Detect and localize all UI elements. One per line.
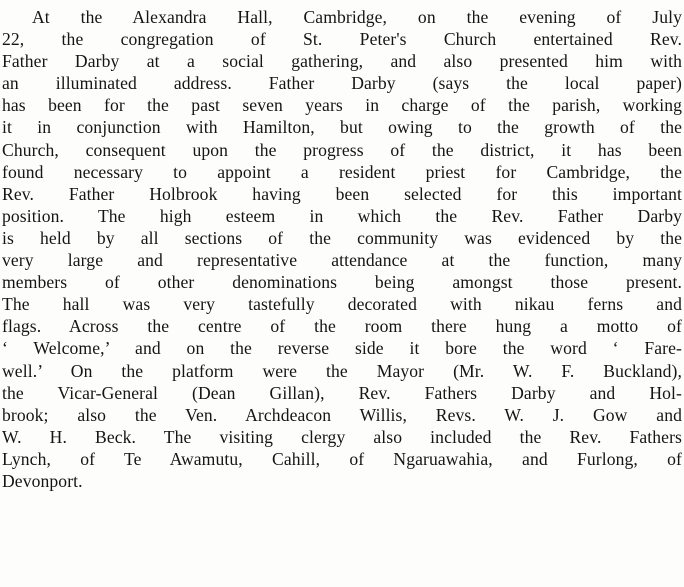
text-line: Lynch, of Te Awamutu, Cahill, of Ngaruawahia, and Furlong, of bbox=[2, 448, 682, 469]
text-line: the Vicar-General (Dean Gillan), Rev. Fathers Darby and Hol- bbox=[2, 382, 682, 403]
text-line: W. H. Beck. The visiting clergy also included the Rev. Fathers bbox=[2, 426, 682, 447]
text-line: 22, the congregation of St. Peter's Church entertained Rev. bbox=[2, 29, 682, 50]
text-line: The hall was very tastefully decorated with nikau ferns and bbox=[2, 294, 682, 315]
text-line: ‘ Welcome,’ and on the reverse side it bore the word ‘ Fare- bbox=[2, 338, 682, 359]
text-line: brook; also the Ven. Archdeacon Willis, Revs. W. J. Gow and bbox=[2, 404, 682, 425]
text-line: found necessary to appoint a resident priest for Cambridge, the bbox=[2, 161, 682, 182]
text-line: well.’ On the platform were the Mayor (Mr. W. F. Buckland), bbox=[2, 360, 682, 381]
text-line: is held by all sections of the community was evidenced by the bbox=[2, 227, 682, 248]
text-line: has been for the past seven years in charge of the parish, working bbox=[2, 95, 682, 116]
text-line: an illuminated address. Father Darby (says the local paper) bbox=[2, 73, 682, 94]
text-line: very large and representative attendance at the function, many bbox=[2, 250, 682, 271]
text-line: At the Alexandra Hall, Cambridge, on the evening of July bbox=[32, 7, 682, 27]
text-line: position. The high esteem in which the Rev. Father Darby bbox=[2, 205, 682, 226]
text-line: Devonport. bbox=[2, 470, 83, 491]
text-line: members of other denominations being amongst those present. bbox=[2, 272, 682, 293]
text-line: it in conjunction with Hamilton, but owing to the growth of the bbox=[2, 117, 682, 138]
text-line: Rev. Father Holbrook having been selected for this important bbox=[2, 183, 682, 204]
text-line: Church, consequent upon the progress of the district, it has been bbox=[2, 139, 682, 160]
text-line: Father Darby at a social gathering, and also presented him with bbox=[2, 51, 682, 72]
text-line: flags. Across the centre of the room there hung a motto of bbox=[2, 316, 682, 337]
article-paragraph bbox=[2, 6, 682, 492]
